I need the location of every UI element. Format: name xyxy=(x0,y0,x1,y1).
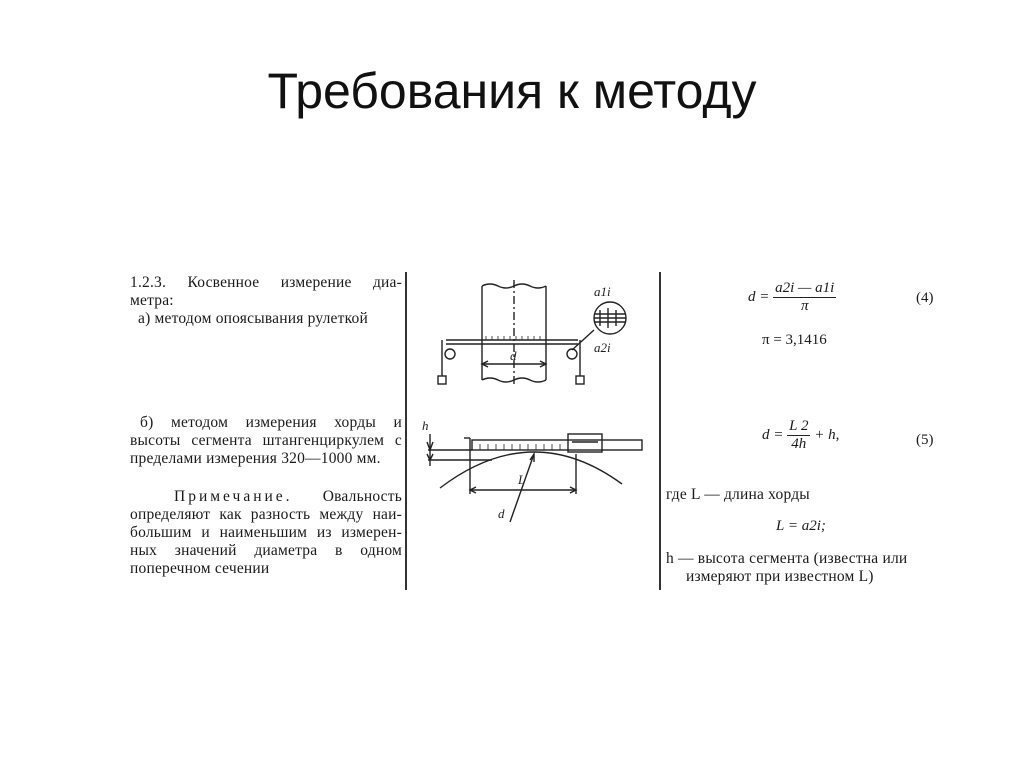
column-divider-left xyxy=(405,272,407,590)
note-text xyxy=(130,488,402,578)
scanned-standard-excerpt xyxy=(126,270,952,600)
h-definition-line2: измеряют при известном L) xyxy=(686,568,874,585)
method-b-line1: б) методом измерения хорды и xyxy=(140,414,402,431)
equation-number-4: (4) xyxy=(916,290,934,306)
note-line1 xyxy=(130,488,402,506)
slide-title: Требования к методу xyxy=(267,63,757,119)
note-line5: поперечном сечении xyxy=(130,560,270,577)
label-a1i: a1i xyxy=(594,284,611,299)
section-heading: 1.2.3. Косвенное измерение диа- xyxy=(130,274,402,291)
method-b-text xyxy=(130,414,402,468)
formula-4-fraction xyxy=(773,280,836,315)
left-text-column xyxy=(130,274,402,328)
formula-4 xyxy=(748,280,836,315)
formula-5-rest: + h, xyxy=(814,426,840,443)
caliper-measurement-diagram xyxy=(422,418,652,528)
formula-5-fraction xyxy=(787,418,810,453)
h-definition-line1: h — высота сегмента (известна или xyxy=(666,550,908,567)
note-line1-rest: Овальность xyxy=(322,488,402,505)
method-a: а) методом опоясывания рулеткой xyxy=(138,310,369,327)
label-d-top: d xyxy=(510,348,517,363)
formula-5-lhs: d = xyxy=(762,426,784,443)
formula-5-numerator: L 2 xyxy=(789,418,809,434)
note-line4: ных значений диаметра в одном xyxy=(130,542,402,559)
formula-4-denominator: π xyxy=(800,298,809,314)
where-L: где L — длина хорды xyxy=(666,486,810,503)
label-d-bottom: d xyxy=(498,506,505,521)
label-h: h xyxy=(422,418,429,433)
label-L: L xyxy=(518,472,526,487)
note-label: Примечание. xyxy=(174,488,293,505)
note-line2: определяют как разность между наи- xyxy=(130,506,402,523)
h-definition xyxy=(666,550,907,586)
equation-number-5: (5) xyxy=(916,432,934,448)
pi-value: π = 3,1416 xyxy=(762,332,827,348)
tape-measurement-diagram xyxy=(422,280,652,390)
column-divider-right xyxy=(659,272,661,590)
note-line3: большим и наименьшим из измерен- xyxy=(130,524,402,541)
method-b-line2: высоты сегмента штангенциркулем с xyxy=(130,432,402,449)
formula-4-lhs: d = xyxy=(748,288,770,305)
L-equation: L = a2i; xyxy=(776,518,826,534)
method-b-line3: пределами измерения 320—1000 мм. xyxy=(130,450,381,467)
label-a2i: a2i xyxy=(594,340,611,355)
formula-4-numerator: a2i — a1i xyxy=(775,280,835,296)
section-heading-cont: метра: xyxy=(130,292,174,309)
formula-5 xyxy=(762,418,839,453)
formula-5-denominator: 4h xyxy=(791,436,807,452)
